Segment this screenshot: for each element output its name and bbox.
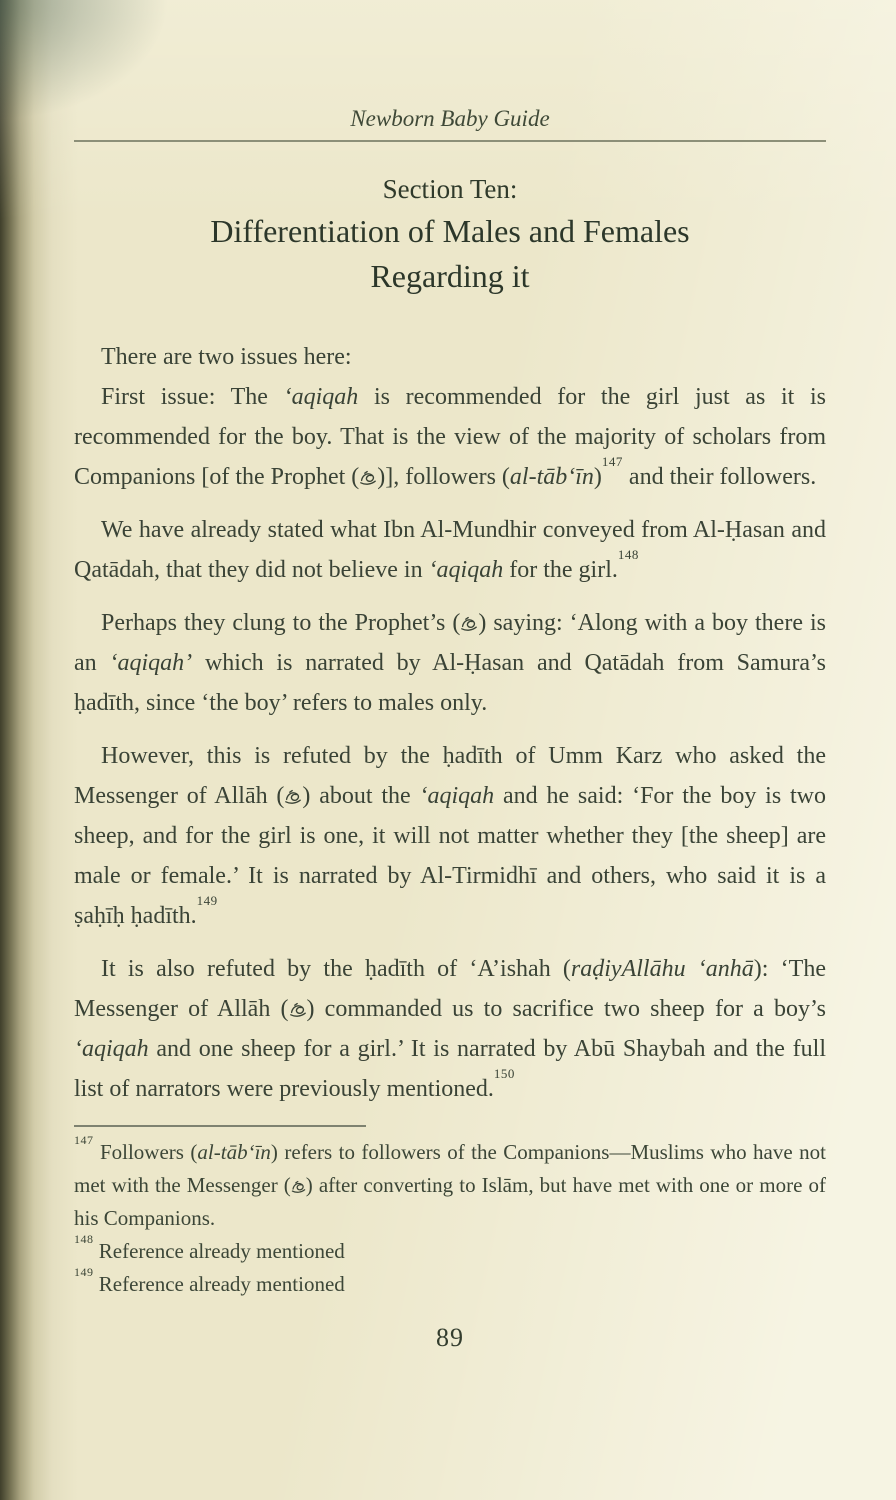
footnotes-block: [74, 1125, 826, 1301]
running-header: Newborn Baby Guide: [350, 106, 550, 131]
term-aqiqah: ‘aqiqah: [74, 1036, 149, 1062]
footnote-separator-rule: [74, 1125, 366, 1127]
sallallahu-alayhi-wa-sallam-icon: [284, 789, 302, 805]
header-rule: [74, 140, 826, 142]
footnote-148: $^{148}$ Reference already mentioned: [74, 1232, 345, 1263]
sallallahu-alayhi-wa-sallam-icon: [289, 1002, 307, 1018]
footnote-149: $^{149}$ Reference already mentioned: [74, 1265, 345, 1296]
term-aqiqah: ‘aqiqah’: [109, 650, 193, 676]
footnote-marker-149: 149: [74, 1265, 94, 1279]
footnote-ref-148: 148: [617, 547, 639, 562]
footnote-marker-148: 148: [74, 1232, 94, 1246]
section-title-line2: Regarding it: [370, 258, 530, 294]
paragraph-intro: There are two issues here:: [101, 344, 352, 370]
term-tabin: al-tāb‘īn: [197, 1140, 271, 1164]
sallallahu-alayhi-wa-sallam-icon: [291, 1180, 306, 1194]
footnote-ref-149: 149: [196, 893, 218, 908]
footnote-ref-147: 147: [601, 454, 623, 469]
page-number: 89: [436, 1323, 464, 1352]
sallallahu-alayhi-wa-sallam-icon: [460, 616, 478, 632]
paragraph-aishah: It is also refuted by the ḥadīth of ‘A’ishah (raḍiyAllāhu ‘anhā): ‘The Messenger of Allāh ( ) commanded us to sacrifice two sheep for a boy’s ‘aqiqah and one sheep for a girl.’ It is narrated by Abū Shaybah and the full list of narrators were previously mentioned.$^{150}$: [74, 956, 826, 1102]
footnote-147: $^{147}$ Followers (al-tāb‘īn) refers to followers of the Companions—Muslims who have not met with the Messenger ( ) after converting to Islām, but have met with one or more of his Companions.: [74, 1133, 826, 1230]
paragraph-umm-karz: However, this is refuted by the ḥadīth of Umm Karz who asked the Messenger of Allāh ( ) about the ‘aqiqah and he said: ‘For the boy is two sheep, and for the girl is one, it will not matter whether they [the sheep] are male or female.’ It is narrated by Al-Tirmidhī and others, who said it is a ṣaḥīḥ ḥadīth.$^{149}$: [74, 743, 827, 929]
term-aqiqah: ‘aqiqah: [283, 384, 359, 410]
paragraph-first-issue: First issue: The ‘aqiqah is recommended for the girl just as it is recommended for the boy. That is the view of the majority of scholars from Companions [of the Prophet ( )], followers (al-tāb‘īn)$^{147}$ and their followers.: [74, 384, 826, 490]
paragraph-perhaps: Perhaps they clung to the Prophet’s ( ) saying: ‘Along with a boy there is an ‘aqiqah’ which is narrated by Al-Ḥasan and Qatādah from Samura’s ḥadīth, since ‘the boy’ refers to males only.: [74, 610, 827, 716]
body-text: [74, 337, 826, 1109]
footnote-ref-150: 150: [493, 1066, 515, 1081]
term-radiyallahu-anha: raḍiyAllāhu ‘anhā: [570, 956, 754, 982]
section-title: [74, 209, 826, 299]
paragraph-ibn-al-mundhir: We have already stated what Ibn Al-Mundhir conveyed from Al-Ḥasan and Qatādah, that they did not believe in ‘aqiqah for the girl.$^{148}$: [74, 517, 826, 583]
term-aqiqah: ‘aqiqah: [428, 557, 504, 583]
sallallahu-alayhi-wa-sallam-icon: [359, 470, 377, 486]
term-aqiqah: ‘aqiqah: [419, 783, 495, 809]
footnote-marker-147: 147: [74, 1133, 94, 1147]
section-title-line1: Differentiation of Males and Females: [210, 213, 690, 249]
section-kicker: Section Ten:: [382, 174, 518, 204]
term-tabin: al-tāb‘īn: [509, 464, 594, 490]
